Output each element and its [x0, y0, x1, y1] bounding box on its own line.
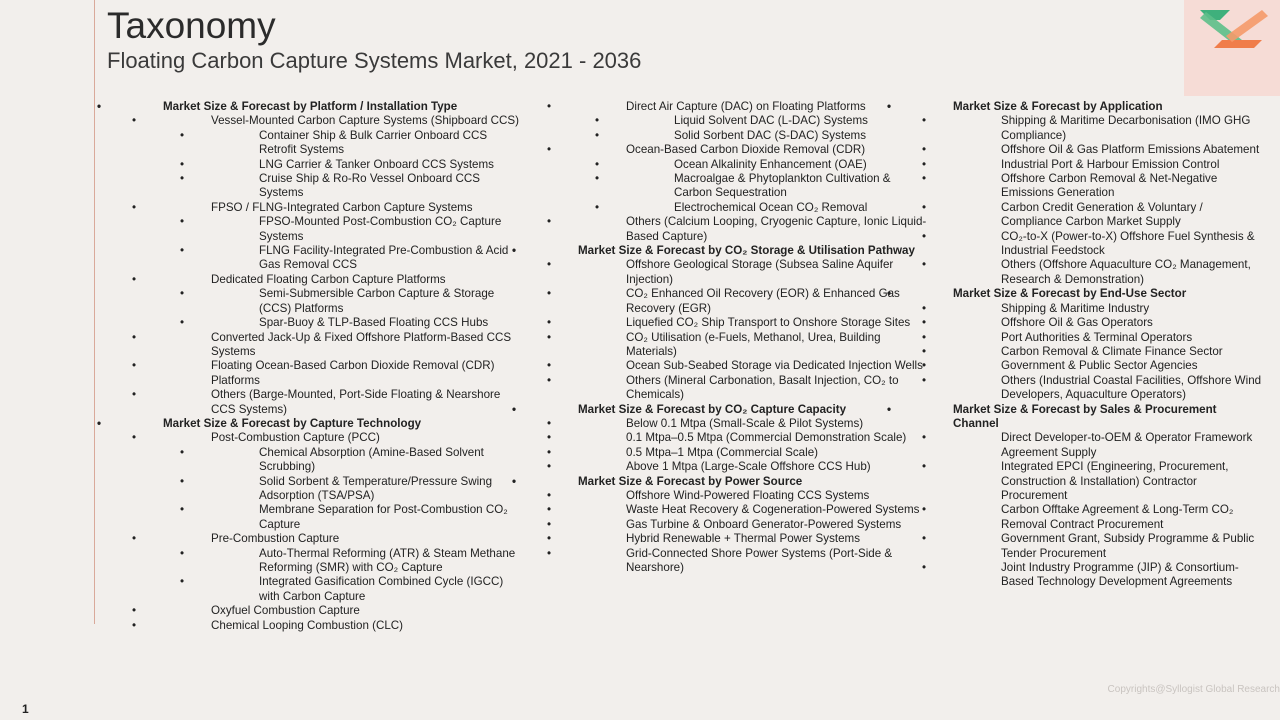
- list-item: [578, 446, 929, 460]
- list-item: [953, 460, 1262, 503]
- list-item-label: Others (Mineral Carbonation, Basalt Injection, CO₂ to Chemicals): [626, 373, 899, 402]
- list-item: [953, 258, 1262, 287]
- list-item: [163, 331, 520, 360]
- page-title: Taxonomy: [107, 5, 276, 46]
- list-item-label: Others (Calcium Looping, Cryogenic Capture, Ionic Liquid-Based Capture): [626, 215, 927, 243]
- list-item-label: Carbon Removal & Climate Finance Sector: [1001, 344, 1223, 358]
- list-item-label: Grid-Connected Shore Power Systems (Port-Side & Nearshore): [626, 546, 893, 574]
- list-item-label: Above 1 Mtpa (Large-Scale Offshore CCS Hub): [626, 460, 871, 474]
- section-heading: [918, 287, 1262, 402]
- sub-list-item: • Solid Sorbent & Temperature/Pressure Swing Adsorption (TSA/PSA): [211, 475, 520, 504]
- list-item-label: Pre-Combustion Capture: [211, 532, 340, 546]
- list-item-label: Others (Industrial Coastal Facilities, Offshore Wind Developers, Aquaculture Operators): [1001, 373, 1262, 402]
- list-item: [578, 143, 929, 215]
- list-item-label: Ocean-Based Carbon Dioxide Removal (CDR): [626, 143, 866, 157]
- section-title: Market Size & Forecast by CO₂ Capture Capacity: [578, 402, 847, 416]
- list-item-label: Offshore Oil & Gas Platform Emissions Abatement: [1001, 143, 1260, 157]
- list-item: [163, 619, 520, 633]
- list-item: [953, 561, 1262, 590]
- list-item-label: Ocean Sub-Seabed Storage via Dedicated Injection Wells: [626, 359, 923, 373]
- list-item-label: Shipping & Maritime Industry: [1001, 301, 1150, 315]
- page-subtitle: Floating Carbon Capture Systems Market, 2021 - 2036: [107, 48, 642, 73]
- list-item-label: Below 0.1 Mtpa (Small-Scale & Pilot Systems): [626, 416, 864, 430]
- list-item: [953, 302, 1262, 316]
- list-item-label: Gas Turbine & Onboard Generator-Powered Systems: [626, 517, 902, 531]
- section-heading: [128, 417, 520, 633]
- sub-list-item: • Solid Sorbent DAC (S-DAC) Systems: [626, 129, 929, 143]
- list-item-label: CO₂ Utilisation (e-Fuels, Methanol, Urea, Building Materials): [626, 330, 881, 358]
- list-item-label: Chemical Looping Combustion (CLC): [211, 618, 404, 632]
- sub-list-item: • Spar-Buoy & TLP-Based Floating CCS Hubs: [211, 316, 520, 330]
- list-item: [953, 114, 1262, 143]
- list-item-label: CO₂-to-X (Power-to-X) Offshore Fuel Synthesis & Industrial Feedstock: [1001, 229, 1255, 258]
- list-item: [953, 532, 1262, 561]
- list-item-label: 0.5 Mtpa–1 Mtpa (Commercial Scale): [626, 445, 819, 459]
- list-item: [578, 215, 929, 244]
- list-item-label: Dedicated Floating Carbon Capture Platforms: [211, 272, 446, 286]
- list-item-label: Offshore Carbon Removal & Net-Negative Emissions Generation: [1001, 172, 1218, 200]
- list-item: [578, 374, 929, 403]
- page-number: 1: [22, 702, 29, 716]
- list-item: [578, 359, 929, 373]
- list-item-label: Carbon Credit Generation & Voluntary / Compliance Carbon Market Supply: [1001, 200, 1203, 229]
- list-item-label: Others (Barge-Mounted, Port-Side Floating & Nearshore CCS Systems): [211, 388, 501, 416]
- list-item: [953, 172, 1262, 201]
- taxonomy-column-3: [918, 100, 1262, 590]
- logo: [1184, 0, 1280, 96]
- accent-divider-line: [94, 0, 95, 624]
- list-item-label: Offshore Geological Storage (Subsea Saline Aquifer Injection): [626, 258, 894, 286]
- list-item-label: Offshore Wind-Powered Floating CCS Systems: [626, 488, 870, 502]
- list-item-label: 0.1 Mtpa–0.5 Mtpa (Commercial Demonstration Scale): [626, 431, 907, 445]
- section-heading: [918, 100, 1262, 287]
- list-item-label: Offshore Oil & Gas Operators: [1001, 316, 1153, 330]
- list-item: [578, 258, 929, 287]
- list-item: [953, 201, 1262, 230]
- list-item-label: Direct Air Capture (DAC) on Floating Platforms: [626, 100, 866, 113]
- list-item: [953, 374, 1262, 403]
- section-heading: [543, 244, 929, 402]
- list-item-label: Others (Offshore Aquaculture CO₂ Management, Research & Demonstration): [1001, 258, 1251, 286]
- sub-list-item: • Electrochemical Ocean CO₂ Removal: [626, 201, 929, 215]
- list-item: [163, 604, 520, 618]
- section-title: Market Size & Forecast by Capture Technology: [163, 416, 422, 430]
- section-title: Market Size & Forecast by Platform / Installation Type: [163, 100, 458, 113]
- list-item-label: Vessel-Mounted Carbon Capture Systems (Shipboard CCS): [211, 114, 520, 128]
- list-item: [578, 460, 929, 474]
- list-item: [163, 388, 520, 417]
- list-item-label: Joint Industry Programme (JIP) & Consortium-Based Technology Development Agreements: [1001, 561, 1239, 589]
- list-item: [578, 547, 929, 576]
- list-item: [953, 316, 1262, 330]
- list-item-label: Post-Combustion Capture (PCC): [211, 431, 380, 445]
- list-item-label: Industrial Port & Harbour Emission Control: [1001, 157, 1220, 171]
- list-item-label: FPSO / FLNG-Integrated Carbon Capture Systems: [211, 200, 473, 214]
- section-heading: [128, 100, 520, 417]
- list-item-label: Carbon Offtake Agreement & Long-Term CO₂ Removal Contract Procurement: [1001, 503, 1234, 531]
- list-item: [578, 532, 929, 546]
- list-item: [953, 345, 1262, 359]
- sub-list-item: • FLNG Facility-Integrated Pre-Combustion & Acid Gas Removal CCS: [211, 244, 520, 273]
- list-item-label: Waste Heat Recovery & Cogeneration-Powered Systems: [626, 503, 920, 517]
- list-item-label: Shipping & Maritime Decarbonisation (IMO GHG Compliance): [1001, 114, 1251, 142]
- list-item: [163, 273, 520, 331]
- list-item: [953, 158, 1262, 172]
- sub-list-item: • Liquid Solvent DAC (L-DAC) Systems: [626, 114, 929, 128]
- list-item: [953, 431, 1262, 460]
- list-item: [163, 201, 520, 273]
- section-title: Market Size & Forecast by CO₂ Storage & Utilisation Pathway: [578, 244, 915, 258]
- taxonomy-column-1: [128, 100, 520, 633]
- list-item: [953, 331, 1262, 345]
- list-item: [953, 143, 1262, 157]
- section-heading: [543, 403, 929, 475]
- list-item-label: Direct Developer-to-OEM & Operator Framework Agreement Supply: [1001, 431, 1253, 459]
- list-item: [163, 532, 520, 604]
- section-heading: [543, 475, 929, 576]
- list-item: [953, 230, 1262, 259]
- list-item: [578, 331, 929, 360]
- sub-list-item: • Cruise Ship & Ro-Ro Vessel Onboard CCS Systems: [211, 172, 520, 201]
- list-item: [578, 100, 929, 143]
- list-item: [163, 114, 520, 200]
- list-item: [163, 431, 520, 532]
- sub-list-item: • Membrane Separation for Post-Combustion CO₂ Capture: [211, 503, 520, 532]
- list-item-label: Converted Jack-Up & Fixed Offshore Platform-Based CCS Systems: [211, 330, 512, 358]
- list-item: [953, 359, 1262, 373]
- section-title: Market Size & Forecast by Power Source: [578, 474, 803, 488]
- section-heading: [918, 403, 1262, 590]
- list-item: [578, 287, 929, 316]
- sub-list-item: • Auto-Thermal Reforming (ATR) & Steam Methane Reforming (SMR) with CO₂ Capture: [211, 547, 520, 576]
- sub-list-item: • Ocean Alkalinity Enhancement (OAE): [626, 158, 929, 172]
- sub-list-item: • Integrated Gasification Combined Cycle (IGCC) with Carbon Capture: [211, 575, 520, 604]
- taxonomy-column-2: [543, 100, 929, 575]
- sub-list-item: • Container Ship & Bulk Carrier Onboard CCS Retrofit Systems: [211, 129, 520, 158]
- list-item-label: CO₂ Enhanced Oil Recovery (EOR) & Enhanced Gas Recovery (EGR): [626, 287, 900, 315]
- list-item-label: Floating Ocean-Based Carbon Dioxide Removal (CDR) Platforms: [211, 359, 495, 387]
- sub-list-item: • Semi-Submersible Carbon Capture & Storage (CCS) Platforms: [211, 287, 520, 316]
- list-item-label: Oxyfuel Combustion Capture: [211, 604, 360, 618]
- list-item-label: Government & Public Sector Agencies: [1001, 359, 1198, 373]
- sub-list-item: • Chemical Absorption (Amine-Based Solvent Scrubbing): [211, 446, 520, 475]
- copyright-notice: Copyrights@Syllogist Global Research: [1107, 684, 1280, 695]
- list-item-label: Integrated EPCI (Engineering, Procurement, Construction & Installation) Contractor Procurement: [1001, 460, 1229, 502]
- section-title: Market Size & Forecast by Sales & Procurement Channel: [953, 402, 1217, 430]
- list-item-label: Hybrid Renewable + Thermal Power Systems: [626, 532, 861, 546]
- sub-list-item: • LNG Carrier & Tanker Onboard CCS Systems: [211, 158, 520, 172]
- list-item: [163, 359, 520, 388]
- sub-list-item: • Macroalgae & Phytoplankton Cultivation & Carbon Sequestration: [626, 172, 929, 201]
- list-item-label: Liquefied CO₂ Ship Transport to Onshore Storage Sites: [626, 316, 911, 330]
- list-item: [578, 489, 929, 503]
- list-item: [578, 431, 929, 445]
- section-title: Market Size & Forecast by Application: [953, 100, 1163, 113]
- list-item: [578, 417, 929, 431]
- list-item: [578, 316, 929, 330]
- list-item-label: Port Authorities & Terminal Operators: [1001, 330, 1193, 344]
- list-item: [953, 503, 1262, 532]
- list-item: [578, 503, 929, 517]
- list-item: [578, 518, 929, 532]
- sub-list-item: • FPSO-Mounted Post-Combustion CO₂ Capture Systems: [211, 215, 520, 244]
- section-title: Market Size & Forecast by End-Use Sector: [953, 287, 1187, 301]
- list-item-label: Government Grant, Subsidy Programme & Public Tender Procurement: [1001, 532, 1255, 560]
- syllogist-logo-icon: [1196, 4, 1268, 54]
